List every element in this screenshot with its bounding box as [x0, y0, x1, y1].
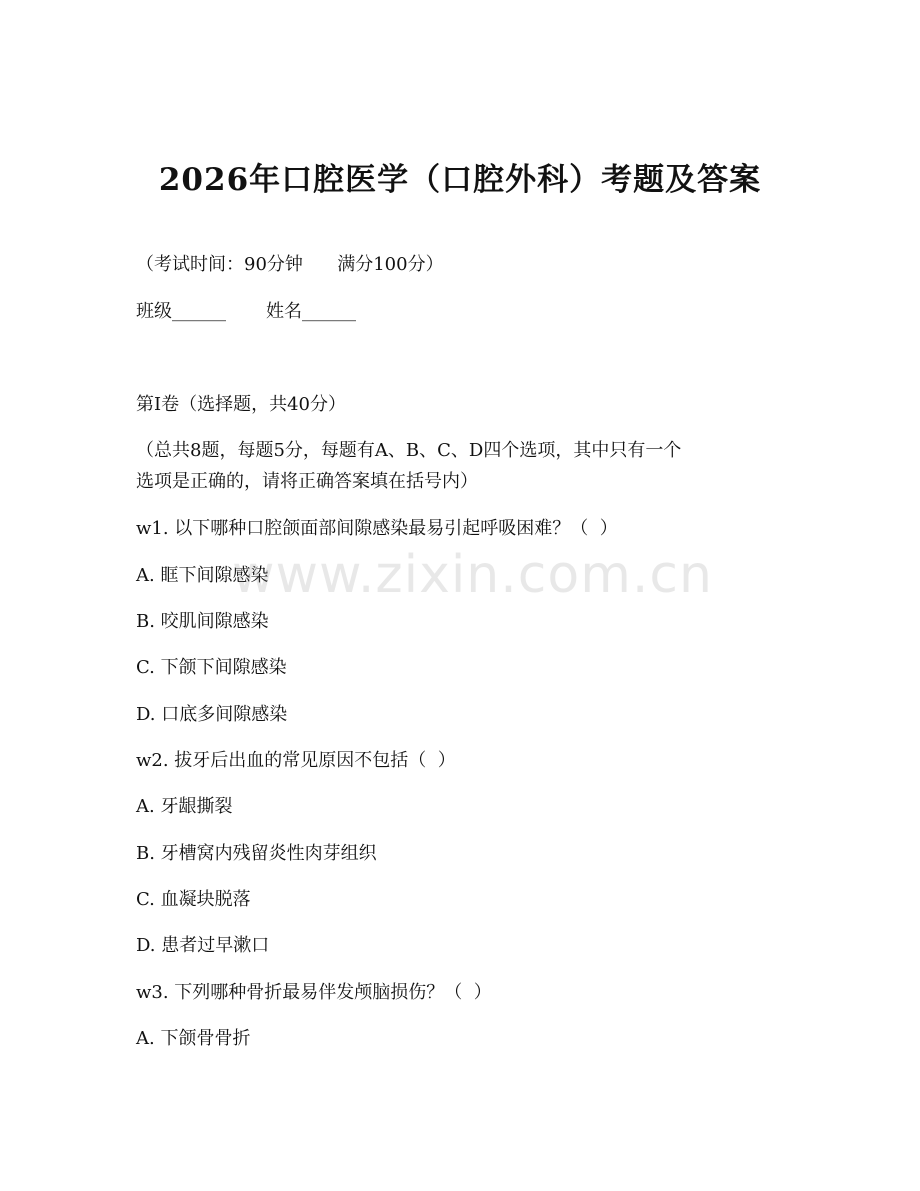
section-title: 第I卷（选择题，共40分）	[136, 394, 347, 415]
question-option: A. 牙龈撕裂	[136, 796, 233, 817]
question-option: D. 患者过早漱口	[136, 935, 270, 956]
question-option: B. 咬肌间隙感染	[136, 611, 269, 632]
question-option: A. 下颌骨骨折	[136, 1028, 251, 1049]
watermark: www.zixin.com.cn	[232, 545, 713, 605]
question-stem: w2. 拔牙后出血的常见原因不包括（ ）	[136, 750, 456, 771]
question-option: C. 下颌下间隙感染	[136, 657, 287, 678]
instructions-line-1: （总共8题，每题5分，每题有A、B、C、D四个选项，其中只有一个	[136, 440, 682, 461]
instructions-line-2: 选项是正确的，请将正确答案填在括号内）	[136, 471, 478, 492]
exam-info: （考试时间：90分钟 满分100分）	[136, 254, 444, 275]
page-title: 2026年口腔医学（口腔外科）考题及答案	[158, 162, 762, 198]
question-option: B. 牙槽窝内残留炎性肉芽组织	[136, 843, 377, 864]
question-stem: w3. 下列哪种骨折最易伴发颅脑损伤？（ ）	[136, 982, 492, 1003]
question-option: A. 眶下间隙感染	[136, 565, 269, 586]
question-option: C. 血凝块脱落	[136, 889, 251, 910]
class-name-line: 班级______ 姓名______	[136, 301, 357, 322]
question-option: D. 口底多间隙感染	[136, 704, 288, 725]
question-stem: w1. 以下哪种口腔颌面部间隙感染最易引起呼吸困难？（ ）	[136, 518, 618, 539]
